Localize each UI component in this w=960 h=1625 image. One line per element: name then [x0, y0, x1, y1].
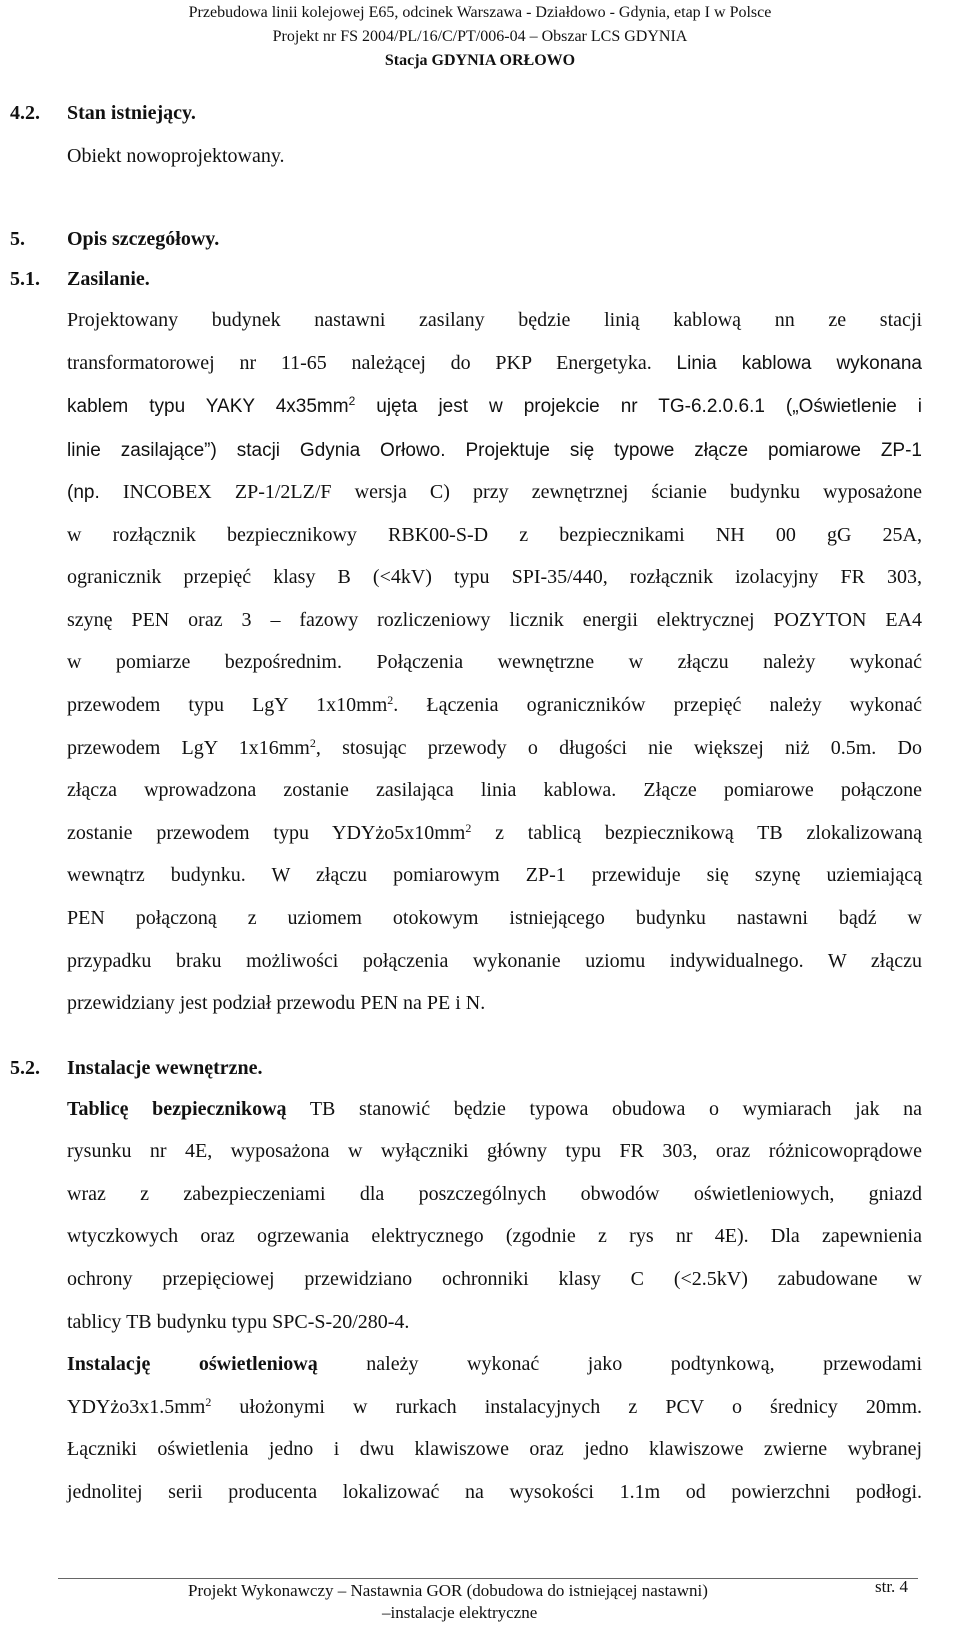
footer-subtitle: –instalacje elektryczne — [382, 1603, 538, 1622]
body-line: przewidziany jest podział przewodu PEN na PE i N. — [67, 992, 486, 1014]
page-number: str. 4 — [875, 1577, 909, 1596]
body-line: przewodem typu LgY $1x10mm^2$. Łączenia ograniczników przepięć należy wykonać — [67, 693, 922, 716]
body-line: tablicy TB budynku typu SPC-S-20/280-4. — [67, 1311, 410, 1333]
body-line: przewodem LgY $1x16mm^2$, stosując przewody o długości nie większej niż 0.5m. Do — [67, 736, 922, 759]
section-5-number: 5. — [10, 228, 25, 250]
body-line: w rozłącznik bezpiecznikowy RBK00-S-D z bezpiecznikami NH 00 gG 25A, — [67, 524, 922, 546]
section-4-2-title: Stan istniejący. — [67, 102, 196, 124]
body-line: złącza wprowadzona zostanie zasilająca linia kablowa. Złącze pomiarowe połączone — [67, 779, 922, 801]
body-line: transformatorowej nr 11-65 należącej do PKP Energetyka. Linia kablowa wykonana — [67, 352, 923, 374]
body-line: jednolitej serii producenta lokalizować na wysokości 1.1m od powierzchni podłogi. — [67, 1481, 922, 1503]
body-line: Tablicę bezpiecznikową TB stanowić będzie typowa obudowa o wymiarach jak na — [67, 1098, 922, 1120]
body-line: wraz z zabezpieczeniami dla poszczególnych obwodów oświetleniowych, gniazd — [67, 1183, 922, 1205]
body-line: ogranicznik przepięć klasy B (<4kV) typu SPI-35/440, rozłącznik izolacyjny FR 303, — [67, 566, 922, 588]
body-line: Łączniki oświetlenia jedno i dwu klawiszowe oraz jedno klawiszowe zwierne wybranej — [67, 1438, 922, 1460]
section-5-title: Opis szczegółowy. — [67, 228, 220, 250]
section-4-2-text: Obiekt nowoprojektowany. — [67, 145, 285, 167]
body-line: szynę PEN oraz 3 – fazowy rozliczeniowy licznik energii elektrycznej POZYTON EA4 — [67, 609, 922, 631]
section-5-1-title: Zasilanie. — [67, 268, 150, 290]
body-line: zostanie przewodem typu $YDYżo5x10mm^2$ z tablicą bezpiecznikową TB zlokalizowaną — [67, 821, 923, 844]
section-4-2-number: 4.2. — [10, 102, 40, 124]
body-line: w pomiarze bezpośrednim. Połączenia wewnętrzne w złączu należy wykonać — [67, 651, 922, 673]
body-line: wewnątrz budynku. W złączu pomiarowym ZP-1 przewiduje się szynę uziemiającą — [67, 864, 922, 886]
section-5-1-number: 5.1. — [10, 268, 40, 290]
section-5-2-title: Instalacje wewnętrzne. — [67, 1057, 263, 1079]
body-line: przypadku braku możliwości połączenia wykonanie uziomu indywidualnego. W złączu — [67, 950, 922, 972]
section-5-2-number: 5.2. — [10, 1057, 40, 1079]
header-line-2: Projekt nr FS 2004/PL/16/C/PT/006-04 – Obszar LCS GDYNIA — [272, 28, 688, 45]
body-line: PEN połączoną z uziomem otokowym istniejącego budynku nastawni bądź w — [67, 907, 922, 929]
body-line: (np. INCOBEX ZP-1/2LZ/F wersja C) przy zewnętrznej ścianie budynku wyposażone — [67, 481, 922, 503]
header-line-3: Stacja GDYNIA ORŁOWO — [384, 52, 576, 69]
footer-divider — [58, 1578, 918, 1579]
body-line: Projektowany budynek nastawni zasilany będzie linią kablową nn ze stacji — [67, 309, 922, 331]
body-line: linie zasilające”) stacji Gdynia Orłowo. Projektuje się typowe złącze pomiarowe ZP-1 — [67, 440, 922, 461]
header-line-1: Przebudowa linii kolejowej E65, odcinek Warszawa - Działdowo - Gdynia, etap I w Polsce — [188, 4, 772, 21]
body-line: kablem typu YAKY $4x35mm^2$ ujęta jest w projekcie nr TG-6.2.0.6.1 („Oświetlenie i — [67, 394, 923, 417]
body-line: wtyczkowych oraz ogrzewania elektrycznego (zgodnie z rys nr 4E). Dla zapewnienia — [67, 1225, 922, 1247]
body-line: ochrony przepięciowej przewidziano ochronniki klasy C (<2.5kV) zabudowane w — [67, 1268, 922, 1290]
footer-title: Projekt Wykonawczy – Nastawnia GOR (dobudowa do istniejącej nastawni) — [188, 1581, 708, 1600]
body-line: Instalację oświetleniową należy wykonać jako podtynkową, przewodami — [67, 1353, 923, 1375]
body-line: rysunku nr 4E, wyposażona w wyłączniki główny typu FR 303, oraz różnicowoprądowe — [67, 1140, 922, 1162]
body-line: $YDYżo3x1.5mm^2$ ułożonymi w rurkach instalacyjnych z PCV o średnicy 20mm. — [67, 1395, 923, 1418]
